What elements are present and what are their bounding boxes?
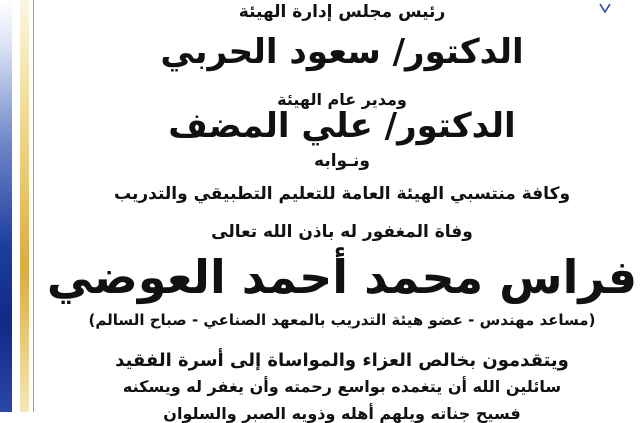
white-stripe [12, 0, 20, 412]
board-chairman-title: رئيس مجلس إدارة الهيئة [238, 2, 446, 22]
board-chairman-name: الدكتور/ سعود الحربي [160, 32, 524, 72]
left-decorative-border [0, 0, 42, 412]
staff-text: وكافة منتسبي الهيئة العامة للتعليم التطبيقي والتدريب [113, 184, 571, 204]
deputies-text: ونـوابه [314, 151, 370, 171]
obituary-notice [44, 0, 640, 423]
grey-rule [33, 0, 34, 412]
death-announcement: وفاة المغفور له باذن الله تعالى [211, 222, 473, 242]
prayer-line: سائلين الله أن يتغمده بواسع رحمته وأن يغفر له ويسكنه [122, 377, 562, 396]
blue-stripe [0, 0, 12, 412]
deceased-position: (مساعد مهندس - عضو هيئة التدريب بالمعهد الصناعي - صباح السالم) [88, 311, 596, 329]
condolence-line: ويتقدمون بخالص العزاء والمواساة إلى أسرة الفقيد [115, 350, 569, 371]
director-general-title: ومدير عام الهيئة [277, 90, 407, 109]
director-general-name: الدكتور/ علي المضف [168, 106, 516, 146]
deceased-name: فراس محمد أحمد العوضي [46, 250, 638, 304]
gold-stripe [20, 0, 29, 412]
prayer-line-continued: فسيح جناته ويلهم أهله وذويه الصبر والسلوان [163, 404, 521, 423]
